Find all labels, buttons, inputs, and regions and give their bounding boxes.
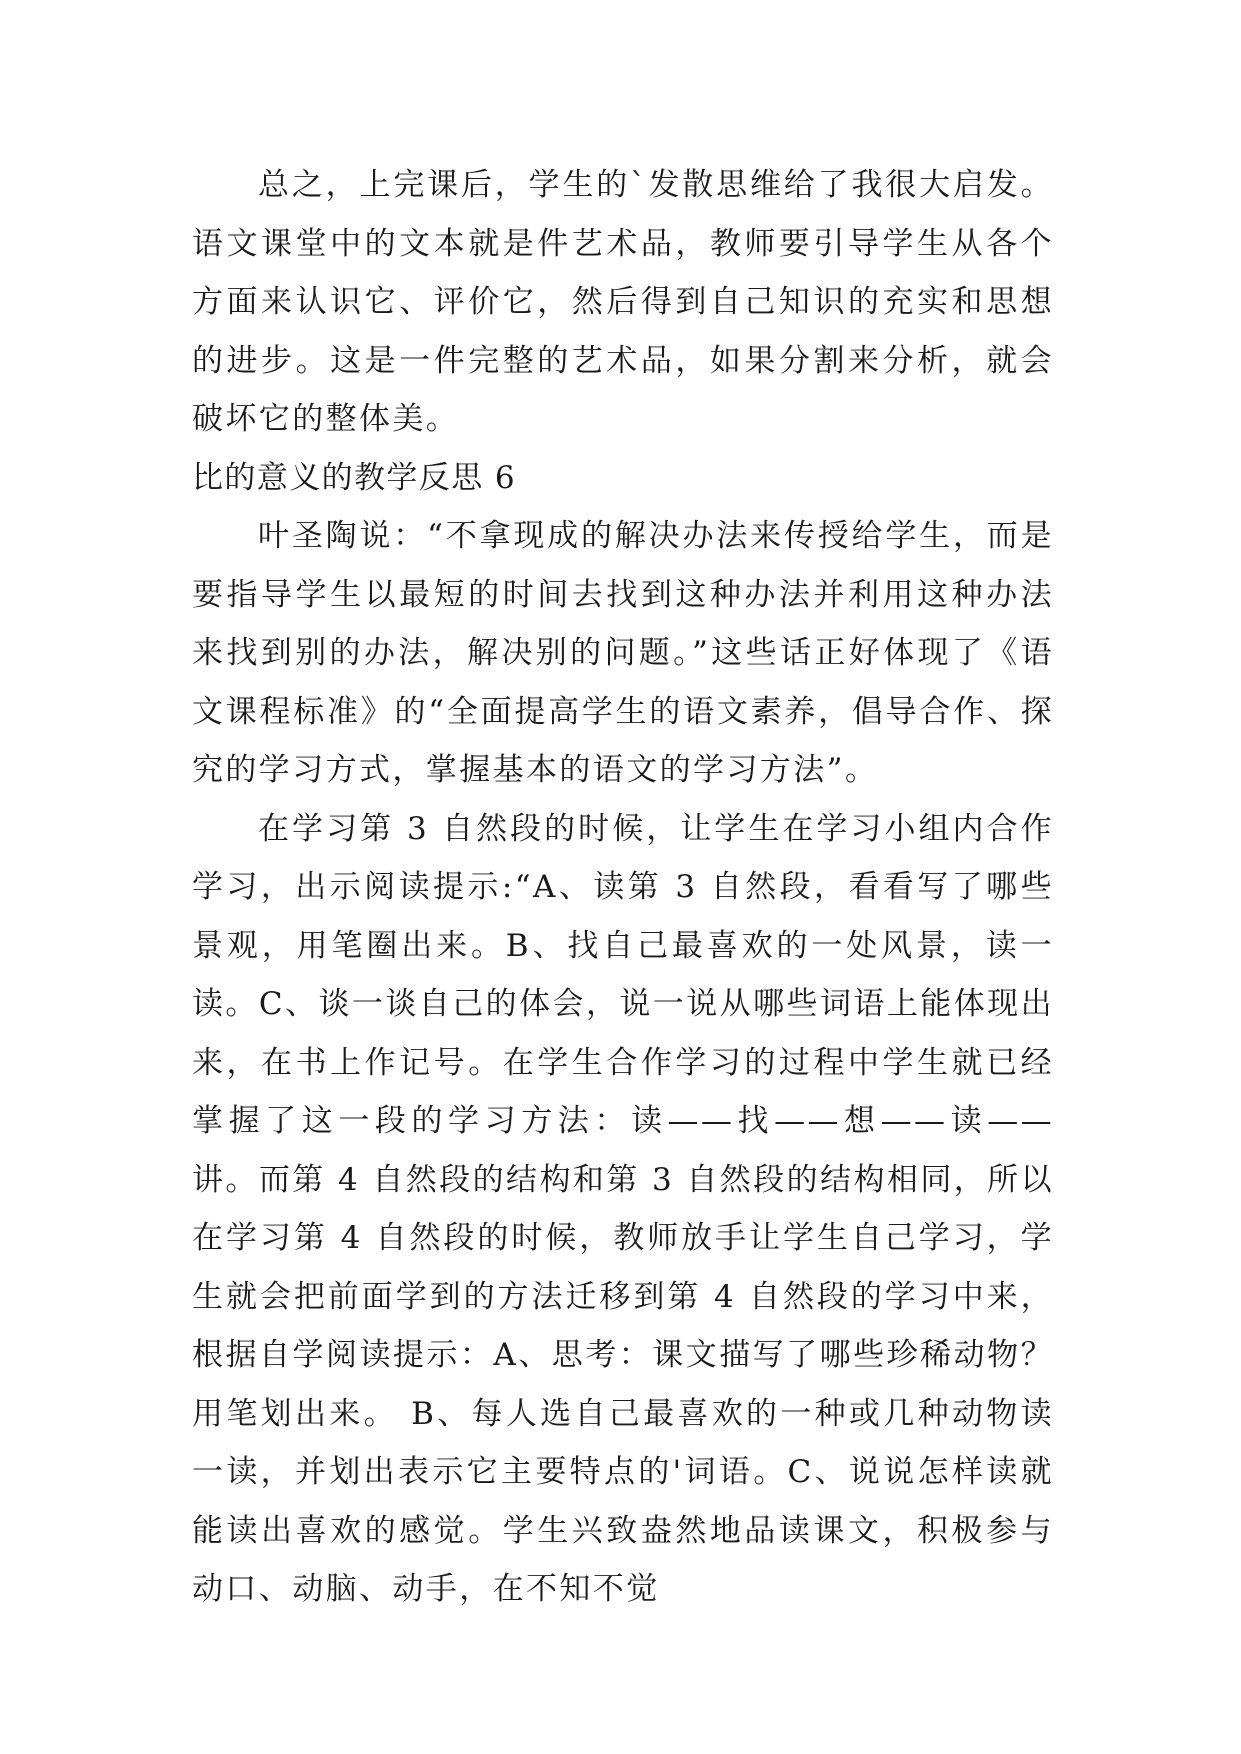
document-body [192, 156, 1054, 1619]
paragraph-quote: 叶圣陶说：“不拿现成的解决办法来传授给学生，而是要指导学生以最短的时间去找到这种办法并利用这种办法来找到别的办法，解决别的问题。”这些话正好体现了《语文课程标准》的“全面提高学生的语文素养，倡导合作、探究的学习方式，掌握基本的语文的学习方法”。 [192, 518, 1054, 788]
section-heading: 比的意义的教学反思 6 [192, 459, 516, 496]
paragraph-conclusion: 总之，上完课后，学生的`发散思维给了我很大启发。语文课堂中的文本就是件艺术品，教师要引导学生从各个方面来认识它、评价它，然后得到自己知识的充实和思想的进步。这是一件完整的艺术品，如果分割来分析，就会破坏它的整体美。 [192, 167, 1054, 437]
paragraph-method: 在学习第 3 自然段的时候，让学生在学习小组内合作学习，出示阅读提示:“A、读第 3 自然段，看看写了哪些景观，用笔圈出来。B、找自己最喜欢的一处风景，读一读。C、谈一谈自己的体会，说一说从哪些词语上能体现出来，在书上作记号。在学生合作学习的过程中学生就已经掌握了这一段的学习方法：读——找——想——读——讲。而第 4 自然段的结构和第 3 自然段的结构相同，所以在学习第 4 自然段的时候，教师放手让学生自己学习，学生就会把前面学到的方法迁移到第 4 自然段的学习中来，根据自学阅读提示：A、思考：课文描写了哪些珍稀动物？用笔划出来。 B、每人选自己最喜欢的一种或几种动物读一读，并划出表示它主要特点的'词语。C、说说怎样读就能读出喜欢的感觉。学生兴致盎然地品读课文，积极参与动口、动脑、动手，在不知不觉 [192, 810, 1054, 1607]
